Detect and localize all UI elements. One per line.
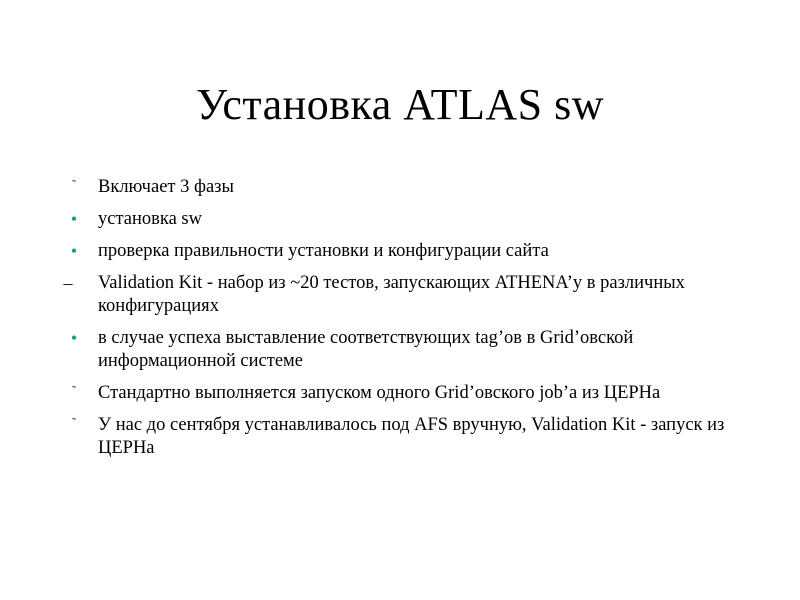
list-item-text: У нас до сентября устанавливалось под AFS вручную, Validation Kit - запуск из ЦЕРНа (98, 415, 725, 458)
bullet-list (56, 176, 736, 469)
list-item-text: проверка правильности установки и конфигурации сайта (98, 241, 549, 261)
tilde-bullet-icon: ˜ (72, 383, 76, 397)
tilde-bullet-icon: ˜ (72, 177, 76, 191)
list-item (56, 176, 736, 199)
list-item (56, 327, 736, 373)
dot-bullet-icon: • (70, 328, 78, 348)
list-item (56, 208, 736, 231)
list-item (56, 414, 736, 460)
slide-title: Установка ATLAS sw (195, 80, 605, 129)
list-item (56, 240, 736, 263)
list-item-text: Включает 3 фазы (98, 177, 234, 197)
list-item-text: Стандартно выполняется запуском одного Grid’овского job’а из ЦЕРНа (98, 383, 661, 403)
dot-bullet-icon: • (70, 209, 78, 229)
list-item-text: установка sw (98, 209, 202, 229)
list-item (56, 272, 736, 318)
list-item-text: в случае успеха выставление соответствующих tag’ов в Grid’овской информационной системе (98, 328, 634, 371)
dot-bullet-icon: • (70, 241, 78, 261)
list-item (56, 382, 736, 405)
tilde-bullet-icon: ˜ (72, 415, 76, 429)
list-item-text: Validation Kit - набор из ~20 тестов, запускающих ATHENA’у в различных конфигурациях (98, 273, 685, 316)
dash-bullet-icon: – (63, 273, 73, 293)
